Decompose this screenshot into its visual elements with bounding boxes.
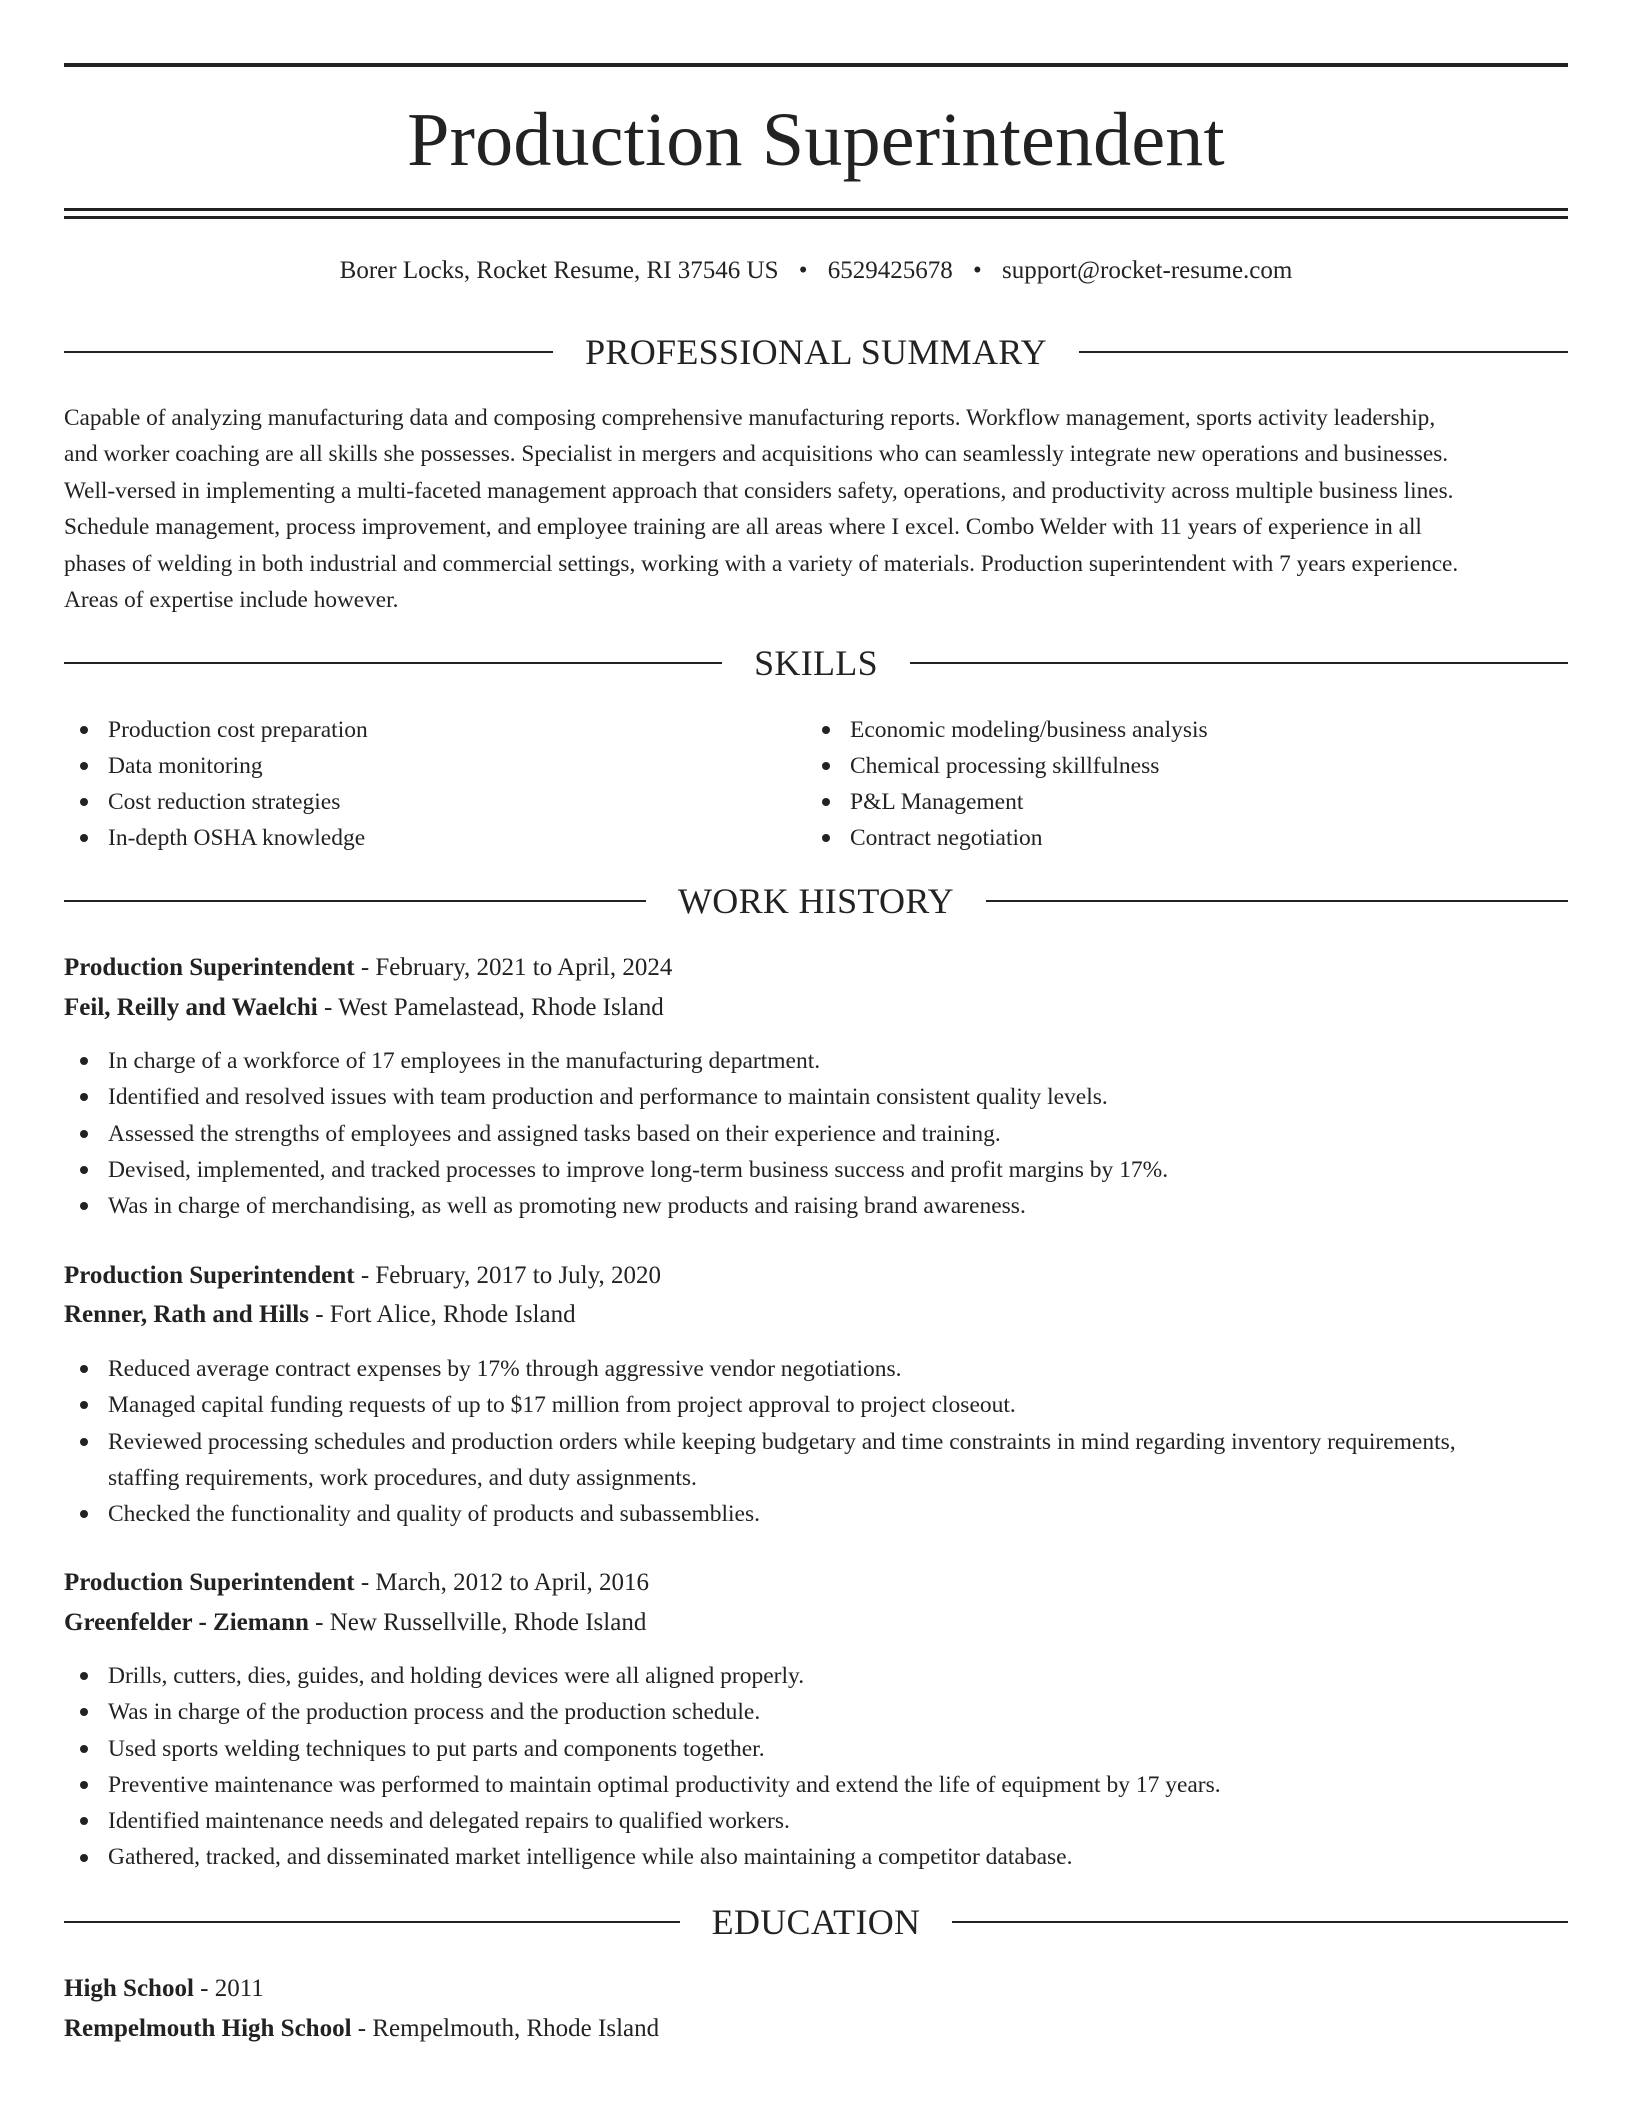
contact-line [64, 254, 1568, 288]
education-year: - 2011 [193, 1975, 264, 2002]
contact-separator: • [973, 257, 982, 284]
job-bullet: Preventive maintenance was performed to maintain optimal productivity and extend the life of equipment by 17 years. [64, 1767, 1568, 1803]
job-bullet: Gathered, tracked, and disseminated market intelligence while also maintaining a competitor database. [64, 1839, 1568, 1875]
job-company: Greenfelder - Ziemann [64, 1609, 309, 1636]
education-school-line [64, 2012, 1568, 2046]
resume-title: Production Superintendent [407, 98, 1225, 182]
job-bullet: Identified maintenance needs and delegated repairs to qualified workers. [64, 1803, 1568, 1839]
heading-rule-right [910, 662, 1568, 664]
skill-item: In-depth OSHA knowledge [64, 820, 804, 856]
job-title: Production Superintendent [64, 1569, 355, 1596]
job-bullet: In charge of a workforce of 17 employees in the manufacturing department. [64, 1043, 1568, 1079]
contact-phone: 6529425678 [827, 257, 953, 284]
education-location: - Rempelmouth, Rhode Island [351, 2015, 660, 2042]
summary-heading-label: PROFESSIONAL SUMMARY [585, 332, 1047, 372]
job-bullets [64, 1658, 1568, 1876]
education-school: Rempelmouth High School [64, 2015, 352, 2042]
summary-line: Areas of expertise include however. [64, 587, 399, 614]
job-title-line [64, 951, 1568, 985]
work-heading-label: WORK HISTORY [678, 881, 954, 921]
skill-item: Production cost preparation [64, 712, 804, 748]
job-title: Production Superintendent [64, 954, 355, 981]
education-degree-line [64, 1972, 1568, 2006]
skill-item: Economic modeling/business analysis [806, 712, 1568, 748]
skills-list-right [806, 712, 1568, 856]
job-dates: - February, 2021 to April, 2024 [354, 954, 673, 981]
contact-separator: • [798, 257, 808, 284]
job-bullet: Was in charge of the production process and the production schedule. [64, 1694, 1568, 1730]
contact-email: support@rocket-resume.com [1002, 257, 1293, 284]
skill-item: Contract negotiation [806, 820, 1568, 856]
job-location: - Fort Alice, Rhode Island [308, 1301, 576, 1328]
job-title-line [64, 1259, 1568, 1293]
heading-rule-left [64, 662, 722, 664]
skills-heading-label: SKILLS [754, 643, 878, 683]
job-bullet: Assessed the strengths of employees and assigned tasks based on their experience and training. [64, 1116, 1568, 1152]
job-dates: - February, 2017 to July, 2020 [354, 1262, 662, 1289]
heading-rule-left [64, 1921, 680, 1923]
job-bullet: Was in charge of merchandising, as well as promoting new products and raising brand awareness. [64, 1188, 1568, 1224]
job-company-line [64, 1606, 1568, 1640]
summary-line: phases of welding in both industrial and commercial settings, working with a variety of materials. Production superintendent with 7 years experience. [64, 550, 1459, 577]
education-heading-label: EDUCATION [711, 1902, 921, 1942]
skill-item: Data monitoring [64, 748, 804, 784]
heading-rule-left [64, 900, 646, 902]
summary-paragraph [64, 400, 1568, 618]
job-bullet: Reviewed processing schedules and production orders while keeping budgetary and time constraints in mind regarding inventory requirements, [64, 1424, 1568, 1460]
job-location: - West Pamelastead, Rhode Island [317, 994, 664, 1021]
skill-item: Chemical processing skillfulness [806, 748, 1568, 784]
work-heading [64, 876, 1568, 926]
heading-rule-right [986, 900, 1568, 902]
job-title: Production Superintendent [64, 1262, 355, 1289]
job-bullets [64, 1351, 1568, 1532]
skills-heading [64, 638, 1568, 688]
job-title-line [64, 1566, 1568, 1600]
contact-address: Borer Locks, Rocket Resume, RI 37546 US [339, 257, 779, 284]
job-bullets [64, 1043, 1568, 1224]
job-bullet: Identified and resolved issues with team production and performance to maintain consistent quality levels. [64, 1079, 1568, 1115]
summary-line: and worker coaching are all skills she possesses. Specialist in mergers and acquisitions who can seamlessly integrate new operations and businesses. [64, 441, 1449, 468]
skill-item: Cost reduction strategies [64, 784, 804, 820]
job-bullet-continuation-text: staffing requirements, work procedures, and duty assignments. [108, 1464, 697, 1491]
education-degree: High School [64, 1975, 194, 2002]
heading-rule-right [1079, 351, 1568, 353]
title-double-rule-upper [64, 208, 1568, 211]
job-bullet: Used sports welding techniques to put parts and components together. [64, 1731, 1568, 1767]
job-bullet: Drills, cutters, dies, guides, and holding devices were all aligned properly. [64, 1658, 1568, 1694]
job-dates: - March, 2012 to April, 2016 [354, 1569, 649, 1596]
job-company: Renner, Rath and Hills [64, 1301, 309, 1328]
job-bullet-continuation [64, 1460, 1568, 1496]
job-bullet: Checked the functionality and quality of products and subassemblies. [64, 1496, 1568, 1532]
title-double-rule-lower [64, 216, 1568, 219]
summary-line: Schedule management, process improvement, and employee training are all areas where I excel. Combo Welder with 11 years of experience in all [64, 514, 1422, 541]
summary-line: Capable of analyzing manufacturing data and composing comprehensive manufacturing reports. Workflow management, sports activity leadership, [64, 405, 1436, 431]
education-heading [64, 1897, 1568, 1947]
job-bullet: Devised, implemented, and tracked processes to improve long-term business success and profit margins by 17%. [64, 1152, 1568, 1188]
job-location: - New Russellville, Rhode Island [308, 1609, 647, 1636]
summary-line: Well-versed in implementing a multi-faceted management approach that considers safety, operations, and productivity across multiple business lines. [64, 477, 1454, 504]
job-company-line [64, 1298, 1568, 1332]
skill-item: P&L Management [806, 784, 1568, 820]
job-company-line [64, 991, 1568, 1025]
job-bullet: Managed capital funding requests of up to $17 million from project approval to project closeout. [64, 1387, 1568, 1423]
top-rule [64, 63, 1568, 67]
heading-rule-right [952, 1921, 1568, 1923]
heading-rule-left [64, 351, 553, 353]
job-bullet: Reduced average contract expenses by 17% through aggressive vendor negotiations. [64, 1351, 1568, 1387]
skills-list-left [64, 712, 804, 856]
summary-heading [64, 327, 1568, 377]
job-company: Feil, Reilly and Waelchi [64, 994, 318, 1021]
